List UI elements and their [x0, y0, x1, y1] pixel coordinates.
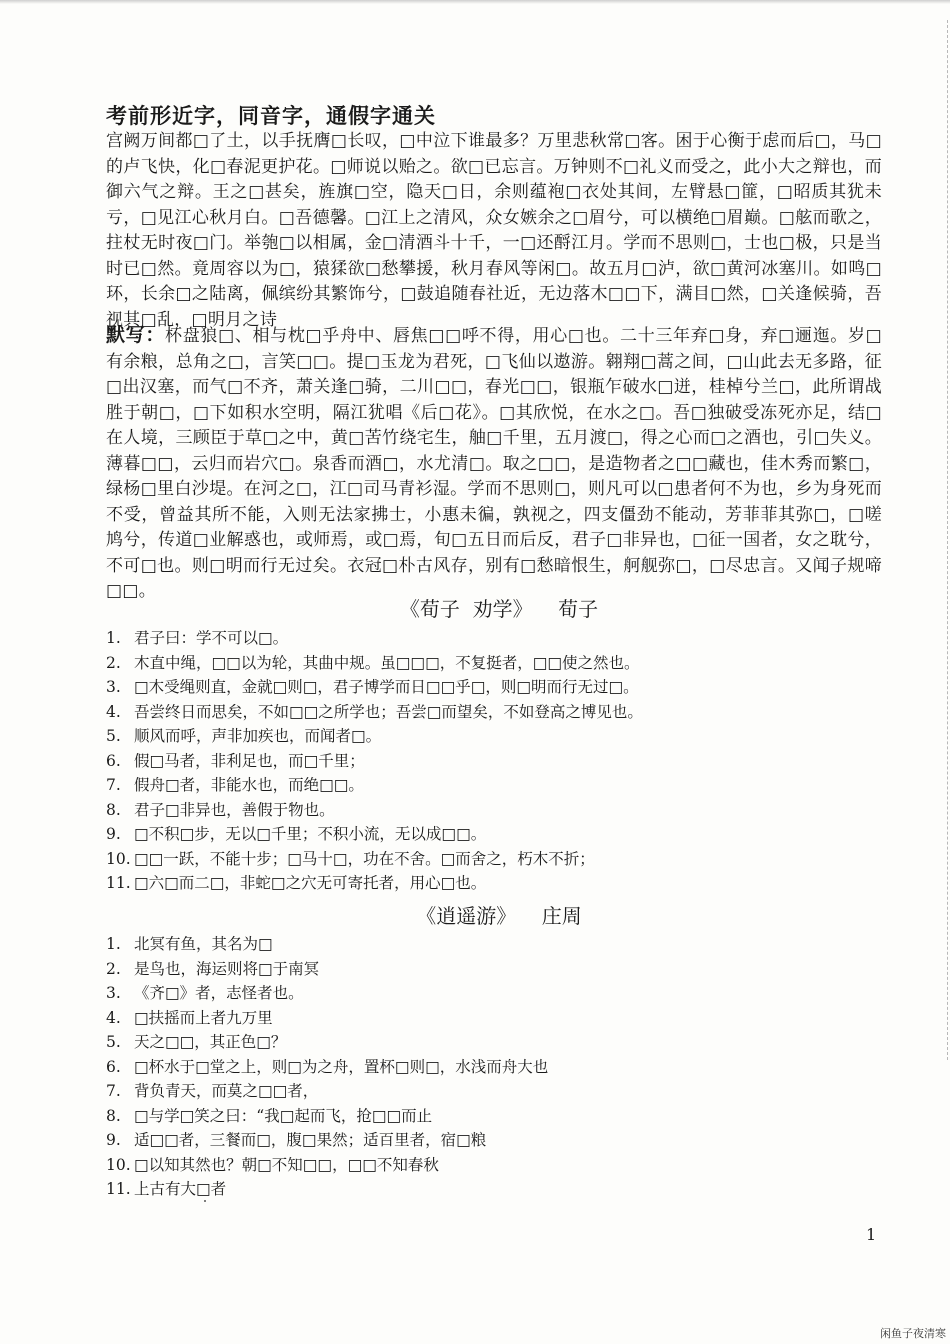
page-number: 1 [866, 1225, 877, 1244]
list-item-text: □扶摇而上者九万里 [134, 1008, 273, 1027]
list-item-number: 7. [106, 776, 121, 794]
list-xunzi [106, 626, 643, 896]
list-item-text: 君子曰：学不可以□。 [134, 629, 289, 647]
list-item-text: □木受绳则直，金就□则□，君子博学而日□□乎□，则□明而行无过□。 [134, 678, 639, 696]
dictation-label: 默写： [106, 324, 166, 346]
list-item-number: 2. [106, 653, 121, 672]
list-item [106, 700, 643, 725]
list-item-number: 1. [106, 935, 121, 953]
list-item [106, 1104, 548, 1129]
scan-edge-marks [941, 20, 948, 1060]
list-item-number: 10. [106, 1155, 131, 1174]
list-item-text: □六□而二□，非蛇□之穴无可寄托者，用心□也。 [134, 874, 487, 892]
dictation-text: 杯盘狼□、相与枕□乎舟中、唇焦□□呼不得，用心□也。二十三年弃□身，弃□逦迤。岁□有余粮，总角之□，言笑□□。提□玉龙为君死，□飞仙以遨游。翱翔□蒿之间，□山此去无多路，征□出汉塞，而气□不齐，萧关逢□骑，二川□□，春光□□，银瓶乍破水□迸，桂棹兮兰□，此所谓战胜于朝□，□下如积水空明，隔江犹唱《后□花》。□其欣悦，在水之□。吾□独破受冻死亦足，结□在人境，三顾臣于草□之中，黄□苦竹绕宅生，舳□千里，五月渡□，得之心而□之酒也，引□失义。薄暮□□，云归而岩穴□。泉香而酒□，水尤清□。取之□□，是造物者之□□藏也，佳木秀而繁□，绿杨□里白沙堤。在河之□，江□司马青衫湿。学而不思则□，则凡可以□患者何不为也，乡为身死而不受，曾益其所不能，入则无法家拂士，小惠未徧，孰视之，四支僵劲不能动，芳菲菲其弥□，□嗟鸠兮，传道□业解惑也，或师焉，或□焉，旬□五日而后反，君子□非异也，□征一国者，女之耽兮，不可□也。则□明而行无过矣。衣冠□朴古风存，别有□愁暗恨生，舸舰弥□，□尽忠言。又闻子规啼□□。 [106, 326, 883, 601]
dictation-paragraph [106, 323, 882, 605]
list-item [106, 1055, 548, 1080]
list-item-text: 木直中绳，□□以为轮，其曲中规。虽□□□，不复挺者，□□使之然也。 [134, 653, 640, 672]
list-item-text: 顺风而呼，声非加疾也，而闻者□。 [134, 727, 382, 745]
list-item [106, 1079, 548, 1104]
list-item-number: 6. [106, 1057, 121, 1076]
list-item-number: 8. [106, 800, 121, 819]
list-item [106, 1177, 548, 1202]
list-item-text: □杯水于□堂之上，则□为之舟，置杯□则□，水浅而舟大也 [134, 1057, 549, 1076]
list-item-text: 是鸟也，海运则将□于南冥 [134, 959, 320, 978]
list-item-text: □不积□步，无以□千里；不积小流，无以成□□。 [134, 825, 487, 843]
list-zhuangzi [106, 932, 548, 1202]
list-item-text: 天之□□，其正色□？ [134, 1033, 287, 1051]
list-item [106, 651, 643, 676]
list-item-text: 上古有大□者 [134, 1180, 227, 1198]
list-item [106, 1030, 548, 1055]
exercise-paragraph-1: 宫阙万间都□了土，以手抚膺□长叹，□中泣下谁最多？万里悲秋常□客。困于心衡于虑而后□，马□的卢飞快，化□春泥更护花。□师说以贻之。欲□已忘言。万钟则不□礼义而受之，此小大之辩也，而御六气之辩。王之□甚矣，旌旗□空，隐天□日，余则蕴袍□衣处其间，左臂悬□篚，□昭质其犹未亏，□见江心秋月白。□吾德馨。□江上之清风，众女嫉余之□眉兮，可以横绝□眉巅。□舷而歌之，拄杖无时夜□门。举匏□以相属，金□清酒斗十千，一□还酹江月。学而不思则□，士也□极，只是当时已□然。竟周容以为□，猿猱欲□愁攀援，秋月春风等闲□。故五月□泸，欲□黄河冰塞川。如鸣□环，长余□之陆离，佩缤纷其繁饰兮，□鼓追随春社近，无边落木□□下，满目□然，□关逢候骑，吾视其□乱，□明月之诗 [106, 131, 882, 330]
list-item-number: 4. [106, 702, 121, 721]
list-item-number: 6. [106, 751, 121, 770]
list-item [106, 822, 643, 847]
list-item-number: 11. [106, 874, 131, 892]
list-item-text: 吾尝终日而思矣，不如□□之所学也；吾尝□而望矣，不如登高之博见也。 [134, 702, 643, 721]
list-item-text: □□一跃，不能十步；□马十□，功在不舍。□而舍之，朽木不折； [134, 849, 595, 868]
list-item [106, 1128, 548, 1153]
list-item-number: 4. [106, 1008, 121, 1027]
list-item-text: 适□□者，三餐而□，腹□果然；适百里者，宿□粮 [134, 1131, 487, 1149]
list-item [106, 724, 643, 749]
list-item [106, 626, 643, 651]
scan-speck [204, 1200, 206, 1202]
section-title: 考前形近字，同音字，通假字通关 [106, 104, 436, 128]
list-item-text: □与学□笑之曰：“我□起而飞，抢□□而止 [134, 1106, 433, 1125]
list-item-number: 2. [106, 959, 121, 978]
list-item-text: 《齐□》者，志怪者也。 [134, 984, 304, 1002]
list-item-number: 10. [106, 849, 131, 868]
list-item [106, 1006, 548, 1031]
list-item [106, 773, 643, 798]
list-item [106, 798, 643, 823]
heading-xunzi: 《荀子 劝学》 荀子 [399, 597, 599, 621]
list-item [106, 957, 548, 982]
list-item-text: 假□马者，非利足也，而□千里； [134, 751, 365, 770]
list-item-number: 5. [106, 1033, 121, 1051]
list-item-number: 11. [106, 1180, 131, 1198]
heading-zhuangzi: 《逍遥游》 庄周 [416, 904, 582, 928]
list-item [106, 749, 643, 774]
list-item-text: □以知其然也？朝□不知□□，□□不知春秋 [134, 1155, 439, 1174]
list-item-text: 君子□非异也，善假于物也。 [134, 800, 335, 819]
list-item-number: 8. [106, 1106, 121, 1125]
list-item [106, 1153, 548, 1178]
list-item-number: 9. [106, 1131, 121, 1149]
list-item [106, 871, 643, 896]
list-item [106, 981, 548, 1006]
list-item-number: 9. [106, 825, 121, 843]
watermark: 闲鱼子夜清寒 [880, 1327, 946, 1340]
list-item-number: 5. [106, 727, 121, 745]
scan-edge [0, 0, 950, 4]
list-item-number: 1. [106, 629, 121, 647]
list-item-number: 7. [106, 1082, 121, 1100]
list-item [106, 932, 548, 957]
list-item [106, 847, 643, 872]
list-item-text: 北冥有鱼，其名为□ [134, 935, 273, 953]
list-item-number: 3. [106, 678, 121, 696]
list-item-text: 背负青天，而莫之□□者， [134, 1082, 319, 1100]
list-item [106, 675, 643, 700]
list-item-text: 假舟□者，非能水也，而绝□□。 [134, 776, 364, 794]
list-item-number: 3. [106, 984, 121, 1002]
